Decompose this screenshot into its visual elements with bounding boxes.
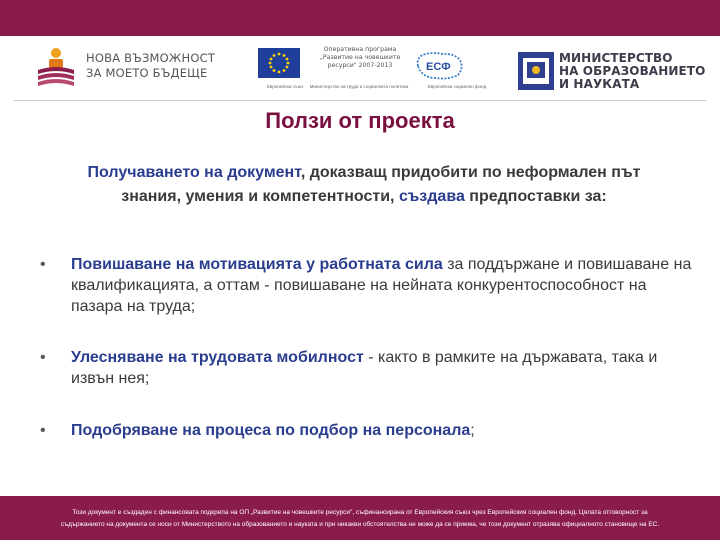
nova-logo-line1: НОВА ВЪЗМОЖНОСТ xyxy=(86,51,216,65)
intro-part4: предпоставки за: xyxy=(464,188,607,205)
ministry-logo-text xyxy=(559,52,705,91)
op-logo-text xyxy=(314,46,406,70)
bullet-text: - както в рамките на държавата, така и извън нея; xyxy=(71,349,658,387)
top-banner xyxy=(0,0,720,36)
footer-disclaimer xyxy=(0,496,720,540)
ministry-line3: И НАУКАТА xyxy=(559,77,640,91)
footer-line2: съдържанието на документа се носи от Министерството на образованието и науката и при никакви обстоятелства не може да се приема, че този документ отразява официалното становище на ЕС. xyxy=(60,521,660,528)
intro-part2: , доказващ придобити по неформален път знания, умения и компетентности, xyxy=(121,164,641,205)
bullet-text: ; xyxy=(470,422,475,439)
bullet-text: за поддържане и повишаване на квалификацията, а оттам - повишаване на нейната конкурентоспособност на пазара на труда; xyxy=(71,256,692,315)
intro-part1: Получаването на документ xyxy=(87,164,301,181)
footer-line1: Този документ е създаден с финансовата подкрепа на ОП „Развитие на човешките ресурси", съфинансирана от Европейския съюз чрез Европейския социален фонд. Цялата отговорност за xyxy=(72,509,648,516)
esf-logo-icon xyxy=(412,50,466,82)
esf-label: ЕСФ xyxy=(426,61,451,73)
bullet-icon: • xyxy=(40,422,46,439)
eu-flag-icon xyxy=(258,46,300,84)
bullet-bold: Подобряване на процеса по подбор на персонала xyxy=(71,422,471,439)
op-line2: „Развитие на човешките xyxy=(319,54,401,61)
bullet-icon: • xyxy=(40,256,46,273)
op-caption: Министерство на труда и социалната политика xyxy=(309,84,409,89)
list-item xyxy=(40,254,700,347)
ministry-line1: МИНИСТЕРСТВО xyxy=(559,51,673,65)
eu-caption: Европейски съюз xyxy=(266,84,304,89)
header-divider xyxy=(14,100,706,101)
nova-vazmozhnost-logo xyxy=(34,46,216,90)
bullet-icon: • xyxy=(40,349,46,366)
list-item xyxy=(40,420,700,450)
intro-part3: създава xyxy=(398,188,465,205)
list-item xyxy=(40,347,700,420)
bullet-bold: Улесняване на трудовата мобилност xyxy=(71,349,364,366)
page-title: Ползи от проекта xyxy=(265,108,455,133)
nova-logo-text xyxy=(86,51,215,81)
esf-caption: Европейски социален фонд xyxy=(427,84,487,89)
ministry-crest-icon xyxy=(518,52,554,90)
intro-paragraph xyxy=(66,161,662,209)
op-line3: ресурси" 2007-2013 xyxy=(327,62,393,69)
bullet-bold: Повишаване на мотивацията у работната сила xyxy=(71,256,443,273)
op-line1: Оперативна програма xyxy=(323,46,397,53)
nova-logo-line2: ЗА МОЕТО БЪДЕЩЕ xyxy=(86,66,208,80)
benefits-list xyxy=(40,254,700,450)
ministry-line2: НА ОБРАЗОВАНИЕТО xyxy=(559,64,706,78)
book-figure-icon xyxy=(34,46,80,90)
